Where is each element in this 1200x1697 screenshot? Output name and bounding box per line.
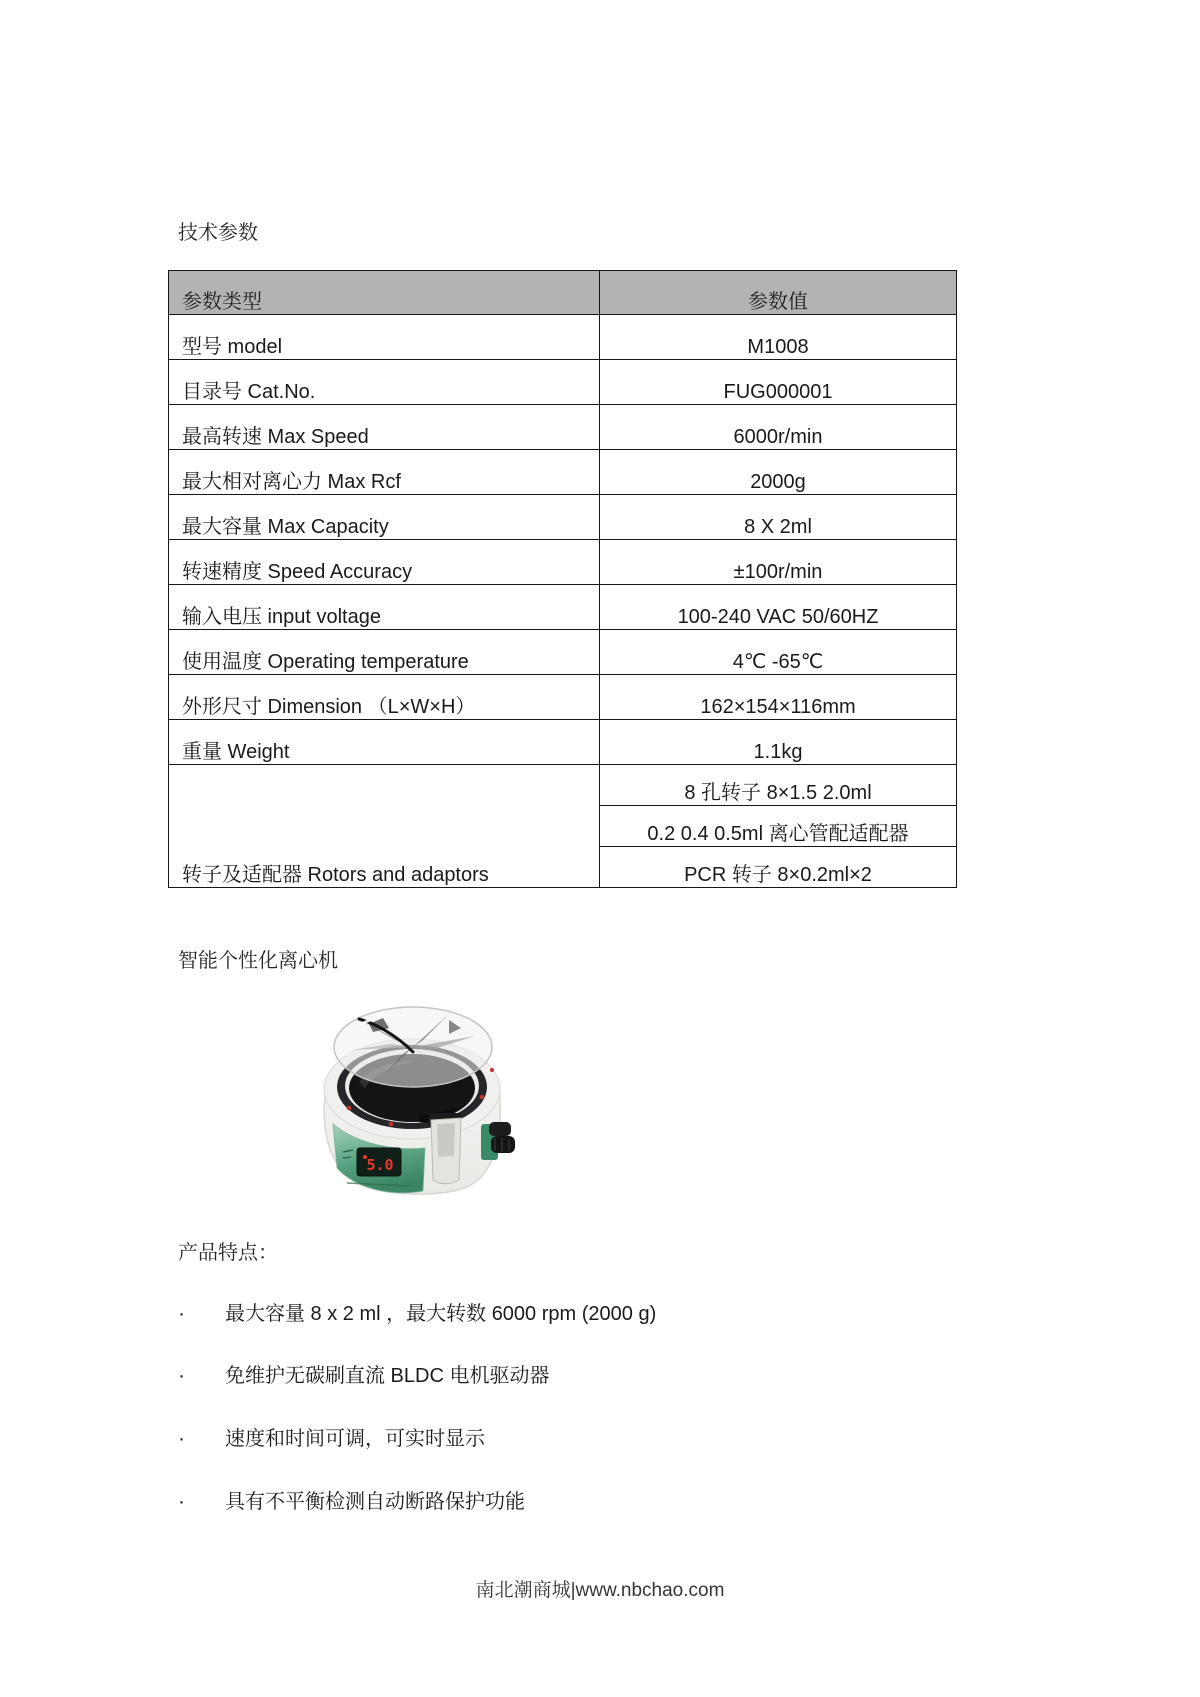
section-title-product: 智能个性化离心机 bbox=[178, 950, 338, 972]
row-value: FUG000001 bbox=[600, 360, 957, 405]
rotor-value: PCR 转子 8×0.2ml×2 bbox=[600, 847, 957, 888]
row-value: 2000g bbox=[600, 450, 957, 495]
row-value: ±100r/min bbox=[600, 540, 957, 585]
row-value: 6000r/min bbox=[600, 405, 957, 450]
table-header-row bbox=[169, 271, 957, 315]
feature-text: 速度和时间可调，可实时显示 bbox=[225, 1428, 485, 1450]
row-label: 外形尺寸 Dimension （L×W×H） bbox=[169, 675, 600, 720]
centrifuge-latch bbox=[429, 1113, 461, 1184]
row-value: 162×154×116mm bbox=[600, 675, 957, 720]
row-label: 使用温度 Operating temperature bbox=[169, 630, 600, 675]
bullet-icon: · bbox=[178, 1490, 185, 1513]
row-value: 1.1kg bbox=[600, 720, 957, 765]
row-label: 目录号 Cat.No. bbox=[169, 360, 600, 405]
row-value: 4℃ -65℃ bbox=[600, 630, 957, 675]
table-row bbox=[169, 315, 957, 360]
row-label: 最大相对离心力 Max Rcf bbox=[169, 450, 600, 495]
param-type-header: 参数类型 bbox=[169, 271, 600, 315]
bullet-icon: · bbox=[178, 1364, 185, 1387]
rotor-value: 8 孔转子 8×1.5 2.0ml bbox=[600, 765, 957, 806]
table-row bbox=[169, 495, 957, 540]
feature-item bbox=[178, 1364, 938, 1388]
table-row bbox=[169, 405, 957, 450]
table-row bbox=[169, 360, 957, 405]
section-title-features: 产品特点： bbox=[178, 1242, 278, 1264]
rotor-label-cell: 转子及适配器 Rotors and adaptors bbox=[169, 765, 600, 888]
table-row-rotor bbox=[169, 765, 957, 806]
table-row bbox=[169, 450, 957, 495]
speed-display: 5.0 bbox=[366, 1156, 394, 1174]
row-value: M1008 bbox=[600, 315, 957, 360]
feature-text: 免维护无碳刷直流 BLDC 电机驱动器 bbox=[225, 1365, 550, 1387]
row-label: 重量 Weight bbox=[169, 720, 600, 765]
table-row bbox=[169, 630, 957, 675]
centrifuge-product-image bbox=[299, 998, 515, 1210]
param-value-header: 参数值 bbox=[600, 271, 957, 315]
row-value: 100-240 VAC 50/60HZ bbox=[600, 585, 957, 630]
table-row bbox=[169, 540, 957, 585]
bullet-icon: · bbox=[178, 1427, 185, 1450]
row-label: 转速精度 Speed Accuracy bbox=[169, 540, 600, 585]
spec-table bbox=[168, 270, 957, 888]
centrifuge-side-knob bbox=[481, 1122, 515, 1160]
centrifuge-clear-lid bbox=[334, 1007, 492, 1087]
table-row bbox=[169, 720, 957, 765]
footer-watermark: 南北潮商城|www.nbchao.com bbox=[475, 1580, 725, 1601]
row-label: 最大容量 Max Capacity bbox=[169, 495, 600, 540]
bullet-icon: · bbox=[178, 1302, 185, 1325]
feature-text: 具有不平衡检测自动断路保护功能 bbox=[225, 1491, 525, 1513]
row-label: 型号 model bbox=[169, 315, 600, 360]
table-row bbox=[169, 585, 957, 630]
table-row bbox=[169, 675, 957, 720]
row-label: 输入电压 input voltage bbox=[169, 585, 600, 630]
row-label: 最高转速 Max Speed bbox=[169, 405, 600, 450]
feature-item bbox=[178, 1490, 938, 1514]
feature-item bbox=[178, 1427, 938, 1451]
row-value: 8 X 2ml bbox=[600, 495, 957, 540]
feature-text: 最大容量 8 x 2 ml ，最大转数 6000 rpm (2000 g) bbox=[225, 1303, 657, 1325]
rotor-value: 0.2 0.4 0.5ml 离心管配适配器 bbox=[600, 806, 957, 847]
section-title-tech-specs: 技术参数 bbox=[178, 222, 258, 244]
feature-item bbox=[178, 1302, 938, 1326]
